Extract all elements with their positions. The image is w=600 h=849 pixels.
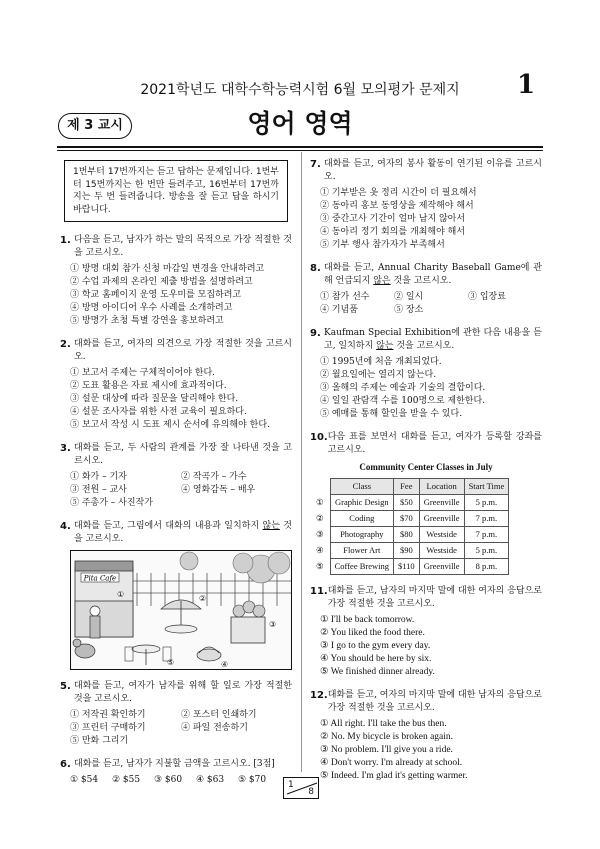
options (60, 709, 292, 748)
option[interactable]: ⑤ 기부 행사 참가자가 부족해서 (320, 240, 445, 250)
table-cell: Westside (419, 543, 464, 559)
table-cell: Greenville (419, 559, 464, 575)
question-number: 5. (60, 681, 71, 692)
option[interactable]: ② No. My bicycle is broken again. (320, 732, 454, 742)
table-cell: $80 (394, 527, 420, 543)
question-number: 8. (310, 263, 321, 274)
options (60, 774, 292, 787)
option[interactable]: ④ 파일 전송하기 (181, 723, 248, 733)
question-1 (60, 234, 292, 328)
option[interactable]: ③ I go to the gym every day. (320, 641, 431, 651)
question-text: 대화를 듣고, 남자가 지불할 금액을 고르시오. [3점] (74, 759, 275, 769)
question-text: 다음 표를 보면서 대화를 듣고, 여자가 등록할 강좌를 고르시오. (327, 432, 542, 455)
option[interactable]: ④ $63 (196, 775, 225, 785)
left-column (60, 158, 292, 797)
mark-3: ③ (269, 620, 277, 629)
option[interactable]: ① 저작권 확인하기 (70, 710, 146, 720)
table-row[interactable] (312, 559, 509, 575)
header-divider (57, 146, 543, 148)
question-number: 3. (60, 443, 71, 454)
option[interactable]: ③ 설문 대상에 따라 질문을 달리해야 한다. (70, 394, 239, 404)
question-text: 대화를 듣고, 여자의 의견으로 가장 적절한 것을 고르시오. (74, 339, 292, 362)
cafe-sign-text: Pita Cafe (83, 574, 117, 583)
row-index: ④ (316, 545, 324, 555)
table-cell: Photography (330, 527, 393, 543)
question-number: 2. (60, 339, 71, 350)
mark-1: ① (117, 590, 125, 599)
options (60, 367, 292, 432)
option[interactable]: ③ 입장료 (468, 292, 506, 302)
option[interactable]: ① 기부받은 옷 정리 시간이 더 필요해서 (320, 188, 477, 198)
question-number: 1. (60, 235, 71, 246)
table-cell: 7 p.m. (464, 511, 509, 527)
option[interactable]: ④ Don't worry. I'm already at school. (320, 758, 463, 768)
question-7 (310, 158, 542, 252)
option[interactable]: ④ 일일 관람객 수를 100명으로 제한한다. (320, 396, 486, 406)
options (60, 471, 292, 510)
question-text: 대화를 듣고, 여자의 마지막 말에 대한 남자의 응답으로 가장 적절한 것을 고르시오. (327, 690, 542, 713)
question-number: 11. (310, 586, 328, 597)
row-index: ⑤ (316, 561, 324, 571)
option[interactable]: ③ 중간고사 기간이 얼마 남지 않아서 (320, 214, 466, 224)
option[interactable]: ⑤ 장소 (394, 305, 424, 315)
row-index: ③ (316, 529, 324, 539)
question-number: 12. (310, 690, 328, 701)
question-text: 대화를 듣고, 그림에서 대화의 내용과 일치하지 않는 것을 고르시오. (74, 521, 292, 544)
page-number: 1 (517, 70, 536, 100)
table-row[interactable] (312, 527, 509, 543)
option[interactable]: ⑤ 방명가 초청 특별 강연을 홍보하려고 (70, 316, 224, 326)
options (310, 718, 542, 783)
question-3 (60, 442, 292, 510)
table-cell: Graphic Design (330, 495, 393, 511)
question-2 (60, 338, 292, 432)
option[interactable]: ③ 올해의 주제는 예술과 기술의 결합이다. (320, 383, 486, 393)
question-12 (310, 689, 542, 783)
option[interactable]: ⑤ 보고서 작성 시 도표 제시 순서에 유의해야 한다. (70, 420, 270, 430)
option[interactable]: ③ 프린터 구매하기 (70, 723, 146, 733)
question-number: 10. (310, 432, 328, 443)
column-header: Location (419, 479, 464, 495)
question-10 (310, 431, 542, 575)
options (310, 291, 542, 317)
option[interactable]: ④ You should be here by six. (320, 654, 432, 664)
options (310, 356, 542, 421)
option[interactable]: ① 방명 대회 참가 신청 마감일 변경을 안내하려고 (70, 264, 265, 274)
option[interactable]: ⑤ 예매를 통해 할인을 받을 수 있다. (320, 409, 463, 419)
option[interactable]: ② 포스터 인쇄하기 (181, 710, 257, 720)
table-cell: $50 (394, 495, 420, 511)
option[interactable]: ① 참가 선수 (320, 292, 370, 302)
question-text: 대화를 듣고, Annual Charity Baseball Game에 관해 언급되지 않은 것을 고르시오. (324, 263, 542, 286)
option[interactable]: ④ 방명 아이디어 우수 사례를 소개하려고 (70, 303, 233, 313)
page-indicator (283, 777, 319, 799)
table-cell: Coffee Brewing (330, 559, 393, 575)
option[interactable]: ① 보고서 주제는 구체적이어야 한다. (70, 368, 216, 378)
question-number: 7. (310, 159, 321, 170)
table-cell: 5 p.m. (464, 495, 509, 511)
option[interactable]: ⑤ We finished dinner already. (320, 667, 435, 677)
total-pages: 8 (308, 787, 314, 797)
subject-title: 영어 영역 (247, 109, 353, 138)
mark-4: ④ (221, 660, 229, 669)
table-cell: 8 p.m. (464, 559, 509, 575)
table-cell: $70 (394, 511, 420, 527)
row-index: ① (316, 497, 324, 507)
class-table (312, 478, 509, 575)
option[interactable]: ③ 학교 홈페이지 운영 도우미를 모집하려고 (70, 290, 242, 300)
option[interactable]: ⑤ $70 (238, 775, 267, 785)
option[interactable]: ④ 동아리 정기 회의를 개최해야 해서 (320, 227, 466, 237)
table-cell: Greenville (419, 511, 464, 527)
question-text: 대화를 듣고, 여자가 남자를 위해 할 일로 가장 적절한 것을 고르시오. (74, 681, 292, 704)
option[interactable]: ⑤ 주총가 – 사진작가 (70, 498, 153, 508)
table-row[interactable] (312, 495, 509, 511)
question-text: Kaufman Special Exhibition에 관한 다음 내용을 듣고, 일치하지 않는 것을 고르시오. (324, 328, 542, 351)
table-cell: 7 p.m. (464, 527, 509, 543)
option[interactable]: ④ 영화감독 – 배우 (181, 485, 256, 495)
option[interactable]: ③ No problem. I'll give you a ride. (320, 745, 453, 755)
question-text: 대화를 듣고, 남자의 마지막 말에 대한 여자의 응답으로 가장 적절한 것을 고르시오. (327, 586, 542, 609)
option[interactable]: ② 일시 (394, 292, 424, 302)
table-cell: $110 (394, 559, 420, 575)
column-header: Start Time (464, 479, 509, 495)
table-cell: $90 (394, 543, 420, 559)
options (310, 187, 542, 252)
option[interactable]: ⑤ Indeed. I'm glad it's getting warmer. (320, 771, 468, 781)
header-divider-thin (57, 150, 543, 151)
cafe-illustration (70, 550, 292, 670)
table-cell: Greenville (419, 495, 464, 511)
table-cell: Flower Art (330, 543, 393, 559)
right-column (310, 158, 542, 793)
options (60, 263, 292, 328)
option[interactable]: ② $55 (112, 775, 141, 785)
current-page: 1 (288, 780, 294, 790)
table-row[interactable] (312, 511, 509, 527)
option[interactable]: ② 동아리 홍보 동영상을 제작해야 해서 (320, 201, 474, 211)
option[interactable]: ① All right. I'll take the bus then. (320, 719, 447, 729)
option[interactable]: ④ 설문 조사자를 위한 사전 교육이 필요하다. (70, 407, 247, 417)
question-text: 다음을 듣고, 남자가 하는 말의 목적으로 가장 적절한 것을 고르시오. (74, 235, 292, 258)
question-6 (60, 758, 292, 787)
option[interactable]: ② 수업 과제의 온라인 제출 방법을 설명하려고 (70, 277, 253, 287)
options (310, 614, 542, 679)
question-number: 4. (60, 521, 71, 532)
option[interactable]: ⑤ 만화 그리기 (70, 736, 129, 746)
option[interactable]: ① I'll be back tomorrow. (320, 615, 415, 625)
table-cell: Westside (419, 527, 464, 543)
option[interactable]: ② 월요일에는 열리지 않는다. (320, 370, 437, 380)
option[interactable]: ① 화가 – 기자 (70, 472, 127, 482)
option[interactable]: ② 작곡가 – 가수 (181, 472, 247, 482)
question-text: 대화를 듣고, 두 사람의 관계를 가장 잘 나타낸 것을 고르시오. (74, 443, 292, 466)
table-header-row (312, 479, 509, 495)
row-index: ② (316, 513, 324, 523)
option[interactable]: ① 1995년에 처음 개최되었다. (320, 357, 442, 367)
option[interactable]: ③ 전원 – 교사 (70, 485, 127, 495)
table-row[interactable] (312, 543, 509, 559)
mark-2: ② (199, 594, 207, 603)
listening-notice: 1번부터 17번까지는 듣고 답하는 문제입니다. 1번부터 15번까지는 한 번만 들려주고, 16번부터 17번까지는 두 번 들려줍니다. 방송을 잘 듣고 답을 하시기 바랍니다. (64, 160, 288, 222)
question-4 (60, 520, 292, 670)
cafe-scene-drawing (71, 551, 292, 670)
column-header: Fee (394, 479, 420, 495)
option[interactable]: ② You liked the food there. (320, 628, 425, 638)
option[interactable]: ④ 기념품 (320, 305, 358, 315)
option[interactable]: ② 도표 활용은 자료 제시에 효과적이다. (70, 381, 227, 391)
question-9 (310, 327, 542, 421)
question-number: 9. (310, 328, 321, 339)
column-header: Class (330, 479, 393, 495)
table-cell: 5 p.m. (464, 543, 509, 559)
question-8 (310, 262, 542, 317)
table-title: Community Center Classes in July (359, 462, 493, 472)
question-text: 대화를 듣고, 여자의 봉사 활동이 연기된 이유를 고르시오. (324, 159, 542, 182)
question-5 (60, 680, 292, 748)
column-divider (301, 152, 302, 772)
mark-5: ⑤ (167, 658, 175, 667)
period-badge: 제 3 교시 (58, 113, 132, 139)
exam-title: 2021학년도 대학수학능력시험 6월 모의평가 문제지 (140, 82, 460, 98)
table-cell: Coding (330, 511, 393, 527)
option[interactable]: ① $54 (70, 775, 99, 785)
option[interactable]: ③ $60 (154, 775, 183, 785)
question-number: 6. (60, 759, 71, 770)
question-11 (310, 585, 542, 679)
